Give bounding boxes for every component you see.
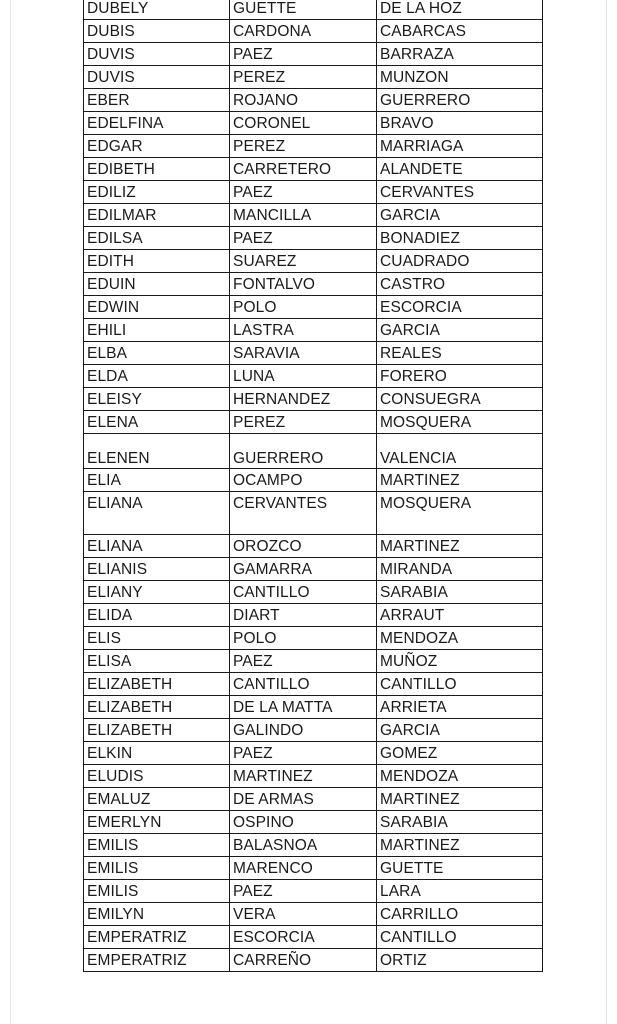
first-surname-cell-text: PEREZ bbox=[233, 69, 286, 86]
second-surname-cell-text: CARRILLO bbox=[380, 906, 459, 923]
table-row bbox=[84, 627, 543, 650]
first-surname-cell-text: PEREZ bbox=[233, 138, 286, 155]
first-name-cell bbox=[84, 227, 230, 250]
first-name-cell bbox=[84, 388, 230, 411]
second-surname-cell bbox=[377, 581, 543, 604]
table-row bbox=[84, 788, 543, 811]
first-surname-cell bbox=[230, 388, 377, 411]
first-name-cell bbox=[84, 581, 230, 604]
second-surname-cell bbox=[377, 627, 543, 650]
table-row bbox=[84, 604, 543, 627]
second-surname-cell-text: MOSQUERA bbox=[380, 414, 472, 431]
second-surname-cell bbox=[377, 411, 543, 434]
second-surname-cell-text: BRAVO bbox=[380, 115, 434, 132]
first-name-cell bbox=[84, 788, 230, 811]
first-surname-cell-text: SARAVIA bbox=[233, 345, 300, 362]
table-row bbox=[84, 834, 543, 857]
second-surname-cell-text: GARCIA bbox=[380, 207, 441, 224]
table-row bbox=[84, 811, 543, 834]
first-surname-cell bbox=[230, 857, 377, 880]
first-name-cell bbox=[84, 719, 230, 742]
second-surname-cell bbox=[377, 811, 543, 834]
second-surname-cell bbox=[377, 719, 543, 742]
first-surname-cell-text: FONTALVO bbox=[233, 276, 316, 293]
first-surname-cell bbox=[230, 811, 377, 834]
table-row bbox=[84, 581, 543, 604]
first-surname-cell bbox=[230, 135, 377, 158]
first-name-cell-text: ELENA bbox=[87, 414, 139, 431]
first-surname-cell-text: CORONEL bbox=[233, 115, 311, 132]
first-surname-cell bbox=[230, 43, 377, 66]
first-surname-cell bbox=[230, 20, 377, 43]
first-surname-cell bbox=[230, 296, 377, 319]
first-surname-cell-text: SUAREZ bbox=[233, 253, 297, 270]
first-surname-cell bbox=[230, 926, 377, 949]
first-surname-cell bbox=[230, 469, 377, 492]
first-name-cell bbox=[84, 949, 230, 972]
second-surname-cell bbox=[377, 949, 543, 972]
first-surname-cell bbox=[230, 880, 377, 903]
first-surname-cell-text: CARRETERO bbox=[233, 161, 332, 178]
first-surname-cell-text: POLO bbox=[233, 299, 277, 316]
second-surname-cell-text: MUÑOZ bbox=[380, 653, 438, 670]
first-name-cell bbox=[84, 89, 230, 112]
first-surname-cell bbox=[230, 204, 377, 227]
first-surname-cell-text: CARREÑO bbox=[233, 952, 312, 969]
first-name-cell bbox=[84, 342, 230, 365]
first-surname-cell bbox=[230, 112, 377, 135]
first-surname-cell-text: LASTRA bbox=[233, 322, 294, 339]
first-name-cell-text: EMPERATRIZ bbox=[87, 952, 187, 969]
table-row bbox=[84, 319, 543, 342]
first-surname-cell-text: OROZCO bbox=[233, 538, 302, 555]
first-name-cell bbox=[84, 492, 230, 535]
first-surname-cell bbox=[230, 650, 377, 673]
first-name-cell bbox=[84, 181, 230, 204]
table-row bbox=[84, 273, 543, 296]
table-row bbox=[84, 696, 543, 719]
second-surname-cell-text: MARTINEZ bbox=[380, 538, 460, 555]
first-name-cell-text: ELIANA bbox=[87, 495, 143, 512]
second-surname-cell-text: BONADIEZ bbox=[380, 230, 461, 247]
second-surname-cell bbox=[377, 880, 543, 903]
first-name-cell bbox=[84, 903, 230, 926]
first-name-cell-text: ELEISY bbox=[87, 391, 142, 408]
table-row bbox=[84, 181, 543, 204]
table-row bbox=[84, 469, 543, 492]
first-name-cell bbox=[84, 696, 230, 719]
first-surname-cell-text: GAMARRA bbox=[233, 561, 313, 578]
second-surname-cell bbox=[377, 342, 543, 365]
second-surname-cell bbox=[377, 650, 543, 673]
page-right-edge bbox=[606, 0, 607, 1024]
first-surname-cell bbox=[230, 673, 377, 696]
second-surname-cell bbox=[377, 926, 543, 949]
first-surname-cell bbox=[230, 227, 377, 250]
first-name-cell-text: ELIDA bbox=[87, 607, 133, 624]
first-surname-cell-text: CARDONA bbox=[233, 23, 312, 40]
table-row bbox=[84, 158, 543, 181]
second-surname-cell-text: SARABIA bbox=[380, 584, 448, 601]
second-surname-cell-text: ALANDETE bbox=[380, 161, 463, 178]
first-surname-cell-text: LUNA bbox=[233, 368, 275, 385]
table-row bbox=[84, 742, 543, 765]
first-name-cell bbox=[84, 742, 230, 765]
first-surname-cell-text: CERVANTES bbox=[233, 495, 328, 512]
first-name-cell bbox=[84, 926, 230, 949]
second-surname-cell bbox=[377, 250, 543, 273]
second-surname-cell bbox=[377, 0, 543, 20]
first-name-cell-text: DUVIS bbox=[87, 69, 135, 86]
second-surname-cell-text: SARABIA bbox=[380, 814, 448, 831]
second-surname-cell bbox=[377, 20, 543, 43]
first-name-cell-text: ELUDIS bbox=[87, 768, 144, 785]
second-surname-cell-text: GARCIA bbox=[380, 722, 441, 739]
table-row bbox=[84, 20, 543, 43]
names-table bbox=[83, 0, 543, 972]
first-surname-cell-text: ESCORCIA bbox=[233, 929, 315, 946]
table-row bbox=[84, 66, 543, 89]
table-row bbox=[84, 558, 543, 581]
first-name-cell bbox=[84, 811, 230, 834]
first-surname-cell-text: GUETTE bbox=[233, 0, 297, 17]
first-surname-cell bbox=[230, 742, 377, 765]
first-name-cell bbox=[84, 880, 230, 903]
page-left-edge bbox=[10, 0, 11, 1024]
second-surname-cell-text: CANTILLO bbox=[380, 929, 457, 946]
second-surname-cell-text: ARRAUT bbox=[380, 607, 445, 624]
first-name-cell bbox=[84, 469, 230, 492]
first-name-cell-text: ELIANY bbox=[87, 584, 143, 601]
second-surname-cell-text: FORERO bbox=[380, 368, 447, 385]
first-name-cell-text: ELDA bbox=[87, 368, 128, 385]
table-row bbox=[84, 926, 543, 949]
second-surname-cell bbox=[377, 181, 543, 204]
table-row bbox=[84, 342, 543, 365]
table-row bbox=[84, 857, 543, 880]
first-name-cell bbox=[84, 135, 230, 158]
second-surname-cell-text: CERVANTES bbox=[380, 184, 475, 201]
first-name-cell bbox=[84, 627, 230, 650]
table-row bbox=[84, 43, 543, 66]
first-name-cell-text: ELIS bbox=[87, 630, 122, 647]
first-name-cell-text: ELENEN bbox=[87, 450, 150, 467]
first-surname-cell bbox=[230, 604, 377, 627]
first-name-cell bbox=[84, 112, 230, 135]
first-name-cell-text: EDGAR bbox=[87, 138, 143, 155]
first-surname-cell-text: GUERRERO bbox=[233, 450, 324, 467]
second-surname-cell bbox=[377, 765, 543, 788]
second-surname-cell bbox=[377, 469, 543, 492]
second-surname-cell bbox=[377, 492, 543, 535]
second-surname-cell-text: MENDOZA bbox=[380, 768, 459, 785]
first-name-cell-text: EDELFINA bbox=[87, 115, 164, 132]
second-surname-cell bbox=[377, 604, 543, 627]
table-row bbox=[84, 765, 543, 788]
first-name-cell-text: EDIBETH bbox=[87, 161, 155, 178]
first-surname-cell-text: MANCILLA bbox=[233, 207, 312, 224]
first-surname-cell bbox=[230, 66, 377, 89]
first-name-cell-text: EDILSA bbox=[87, 230, 143, 247]
second-surname-cell-text: ORTIZ bbox=[380, 952, 427, 969]
first-surname-cell bbox=[230, 411, 377, 434]
second-surname-cell bbox=[377, 66, 543, 89]
second-surname-cell-text: REALES bbox=[380, 345, 442, 362]
first-name-cell bbox=[84, 857, 230, 880]
table-row bbox=[84, 388, 543, 411]
second-surname-cell bbox=[377, 388, 543, 411]
second-surname-cell bbox=[377, 696, 543, 719]
table-row bbox=[84, 0, 543, 20]
second-surname-cell-text: MIRANDA bbox=[380, 561, 453, 578]
table-row bbox=[84, 650, 543, 673]
first-name-cell bbox=[84, 319, 230, 342]
second-surname-cell-text: MARRIAGA bbox=[380, 138, 464, 155]
second-surname-cell bbox=[377, 204, 543, 227]
first-surname-cell bbox=[230, 158, 377, 181]
first-name-cell-text: ELIZABETH bbox=[87, 676, 173, 693]
first-name-cell bbox=[84, 535, 230, 558]
table-row bbox=[84, 250, 543, 273]
second-surname-cell bbox=[377, 788, 543, 811]
first-name-cell bbox=[84, 558, 230, 581]
second-surname-cell-text: DE LA HOZ bbox=[380, 0, 462, 17]
second-surname-cell bbox=[377, 227, 543, 250]
first-surname-cell-text: BALASNOA bbox=[233, 837, 318, 854]
second-surname-cell bbox=[377, 296, 543, 319]
first-surname-cell-text: PAEZ bbox=[233, 745, 273, 762]
table-row bbox=[84, 296, 543, 319]
first-surname-cell-text: OSPINO bbox=[233, 814, 294, 831]
first-surname-cell bbox=[230, 181, 377, 204]
first-surname-cell bbox=[230, 949, 377, 972]
first-surname-cell-text: PAEZ bbox=[233, 653, 273, 670]
first-surname-cell-text: PAEZ bbox=[233, 184, 273, 201]
second-surname-cell bbox=[377, 673, 543, 696]
table-row bbox=[84, 227, 543, 250]
first-name-cell-text: EDWIN bbox=[87, 299, 140, 316]
first-name-cell-text: ELIZABETH bbox=[87, 722, 173, 739]
first-name-cell bbox=[84, 365, 230, 388]
first-name-cell-text: EHILI bbox=[87, 322, 127, 339]
second-surname-cell-text: CASTRO bbox=[380, 276, 446, 293]
first-name-cell bbox=[84, 834, 230, 857]
second-surname-cell bbox=[377, 365, 543, 388]
second-surname-cell bbox=[377, 319, 543, 342]
first-surname-cell-text: DE ARMAS bbox=[233, 791, 314, 808]
first-surname-cell bbox=[230, 719, 377, 742]
first-name-cell bbox=[84, 411, 230, 434]
first-surname-cell-text: POLO bbox=[233, 630, 277, 647]
first-name-cell-text: ELIZABETH bbox=[87, 699, 173, 716]
first-surname-cell-text: DE LA MATTA bbox=[233, 699, 333, 716]
first-surname-cell-text: PEREZ bbox=[233, 414, 286, 431]
first-name-cell-text: ELBA bbox=[87, 345, 128, 362]
second-surname-cell-text: MARTINEZ bbox=[380, 837, 460, 854]
second-surname-cell-text: GARCIA bbox=[380, 322, 441, 339]
first-surname-cell bbox=[230, 696, 377, 719]
second-surname-cell bbox=[377, 158, 543, 181]
second-surname-cell bbox=[377, 434, 543, 469]
first-surname-cell-text: DIART bbox=[233, 607, 280, 624]
first-name-cell-text: EBER bbox=[87, 92, 130, 109]
first-name-cell-text: EMILIS bbox=[87, 837, 139, 854]
table-row bbox=[84, 365, 543, 388]
second-surname-cell bbox=[377, 535, 543, 558]
first-name-cell bbox=[84, 43, 230, 66]
first-name-cell bbox=[84, 250, 230, 273]
first-surname-cell bbox=[230, 250, 377, 273]
first-surname-cell bbox=[230, 273, 377, 296]
first-name-cell bbox=[84, 273, 230, 296]
first-name-cell bbox=[84, 673, 230, 696]
second-surname-cell-text: MUNZON bbox=[380, 69, 449, 86]
second-surname-cell bbox=[377, 135, 543, 158]
second-surname-cell-text: ESCORCIA bbox=[380, 299, 462, 316]
first-name-cell-text: ELIA bbox=[87, 472, 122, 489]
first-surname-cell bbox=[230, 434, 377, 469]
table-row bbox=[84, 204, 543, 227]
second-surname-cell-text: MOSQUERA bbox=[380, 495, 472, 512]
first-name-cell-text: ELISA bbox=[87, 653, 132, 670]
table-row bbox=[84, 903, 543, 926]
first-name-cell-text: DUVIS bbox=[87, 46, 135, 63]
first-name-cell-text: ELIANA bbox=[87, 538, 143, 555]
first-name-cell bbox=[84, 650, 230, 673]
first-name-cell-text: EMALUZ bbox=[87, 791, 151, 808]
first-surname-cell bbox=[230, 0, 377, 20]
second-surname-cell bbox=[377, 43, 543, 66]
first-name-cell-text: EMILYN bbox=[87, 906, 145, 923]
second-surname-cell-text: CANTILLO bbox=[380, 676, 457, 693]
second-surname-cell bbox=[377, 834, 543, 857]
first-name-cell-text: ELIANIS bbox=[87, 561, 148, 578]
second-surname-cell-text: MARTINEZ bbox=[380, 791, 460, 808]
first-surname-cell bbox=[230, 581, 377, 604]
table-row bbox=[84, 673, 543, 696]
first-surname-cell-text: CANTILLO bbox=[233, 676, 310, 693]
second-surname-cell-text: CUADRADO bbox=[380, 253, 470, 270]
second-surname-cell bbox=[377, 273, 543, 296]
first-name-cell bbox=[84, 0, 230, 20]
names-table-body bbox=[84, 0, 543, 972]
table-row bbox=[84, 880, 543, 903]
second-surname-cell bbox=[377, 558, 543, 581]
first-surname-cell-text: GALINDO bbox=[233, 722, 304, 739]
second-surname-cell bbox=[377, 89, 543, 112]
first-surname-cell bbox=[230, 788, 377, 811]
first-name-cell bbox=[84, 296, 230, 319]
first-name-cell-text: EDILMAR bbox=[87, 207, 157, 224]
second-surname-cell-text: BARRAZA bbox=[380, 46, 454, 63]
first-surname-cell bbox=[230, 535, 377, 558]
first-name-cell bbox=[84, 204, 230, 227]
first-name-cell bbox=[84, 158, 230, 181]
second-surname-cell-text: GOMEZ bbox=[380, 745, 438, 762]
first-name-cell-text: EMPERATRIZ bbox=[87, 929, 187, 946]
first-surname-cell-text: ROJANO bbox=[233, 92, 299, 109]
first-surname-cell-text: PAEZ bbox=[233, 230, 273, 247]
second-surname-cell-text: ARRIETA bbox=[380, 699, 447, 716]
second-surname-cell bbox=[377, 857, 543, 880]
first-surname-cell bbox=[230, 765, 377, 788]
first-surname-cell-text: CANTILLO bbox=[233, 584, 310, 601]
table-row bbox=[84, 112, 543, 135]
first-name-cell bbox=[84, 66, 230, 89]
second-surname-cell-text: GUERRERO bbox=[380, 92, 471, 109]
first-surname-cell bbox=[230, 558, 377, 581]
first-name-cell-text: EMILIS bbox=[87, 860, 139, 877]
first-surname-cell bbox=[230, 627, 377, 650]
first-surname-cell bbox=[230, 365, 377, 388]
first-surname-cell-text: MARENCO bbox=[233, 860, 313, 877]
first-name-cell bbox=[84, 765, 230, 788]
first-surname-cell bbox=[230, 319, 377, 342]
first-surname-cell-text: PAEZ bbox=[233, 883, 273, 900]
first-name-cell-text: EDUIN bbox=[87, 276, 136, 293]
first-surname-cell-text: PAEZ bbox=[233, 46, 273, 63]
first-name-cell bbox=[84, 604, 230, 627]
first-surname-cell-text: VERA bbox=[233, 906, 276, 923]
table-row bbox=[84, 719, 543, 742]
table-row bbox=[84, 492, 543, 535]
first-surname-cell-text: OCAMPO bbox=[233, 472, 303, 489]
first-surname-cell-text: MARTINEZ bbox=[233, 768, 313, 785]
first-surname-cell bbox=[230, 89, 377, 112]
first-name-cell bbox=[84, 20, 230, 43]
first-surname-cell bbox=[230, 903, 377, 926]
second-surname-cell bbox=[377, 742, 543, 765]
first-name-cell bbox=[84, 434, 230, 469]
first-name-cell-text: ELKIN bbox=[87, 745, 133, 762]
first-name-cell-text: EMILIS bbox=[87, 883, 139, 900]
table-row bbox=[84, 135, 543, 158]
table-row bbox=[84, 535, 543, 558]
table-row bbox=[84, 434, 543, 469]
second-surname-cell-text: CONSUEGRA bbox=[380, 391, 481, 408]
second-surname-cell-text: MARTINEZ bbox=[380, 472, 460, 489]
table-row bbox=[84, 89, 543, 112]
table-row bbox=[84, 949, 543, 972]
second-surname-cell-text: CABARCAS bbox=[380, 23, 467, 40]
second-surname-cell bbox=[377, 112, 543, 135]
table-row bbox=[84, 411, 543, 434]
second-surname-cell-text: VALENCIA bbox=[380, 450, 457, 467]
second-surname-cell-text: GUETTE bbox=[380, 860, 444, 877]
first-surname-cell-text: HERNANDEZ bbox=[233, 391, 331, 408]
second-surname-cell bbox=[377, 903, 543, 926]
first-surname-cell bbox=[230, 342, 377, 365]
first-name-cell-text: DUBELY bbox=[87, 0, 149, 17]
first-name-cell-text: EMERLYN bbox=[87, 814, 162, 831]
first-name-cell-text: EDITH bbox=[87, 253, 134, 270]
first-surname-cell bbox=[230, 492, 377, 535]
first-name-cell-text: DUBIS bbox=[87, 23, 135, 40]
first-surname-cell bbox=[230, 834, 377, 857]
second-surname-cell-text: LARA bbox=[380, 883, 421, 900]
first-name-cell-text: EDILIZ bbox=[87, 184, 136, 201]
second-surname-cell-text: MENDOZA bbox=[380, 630, 459, 647]
